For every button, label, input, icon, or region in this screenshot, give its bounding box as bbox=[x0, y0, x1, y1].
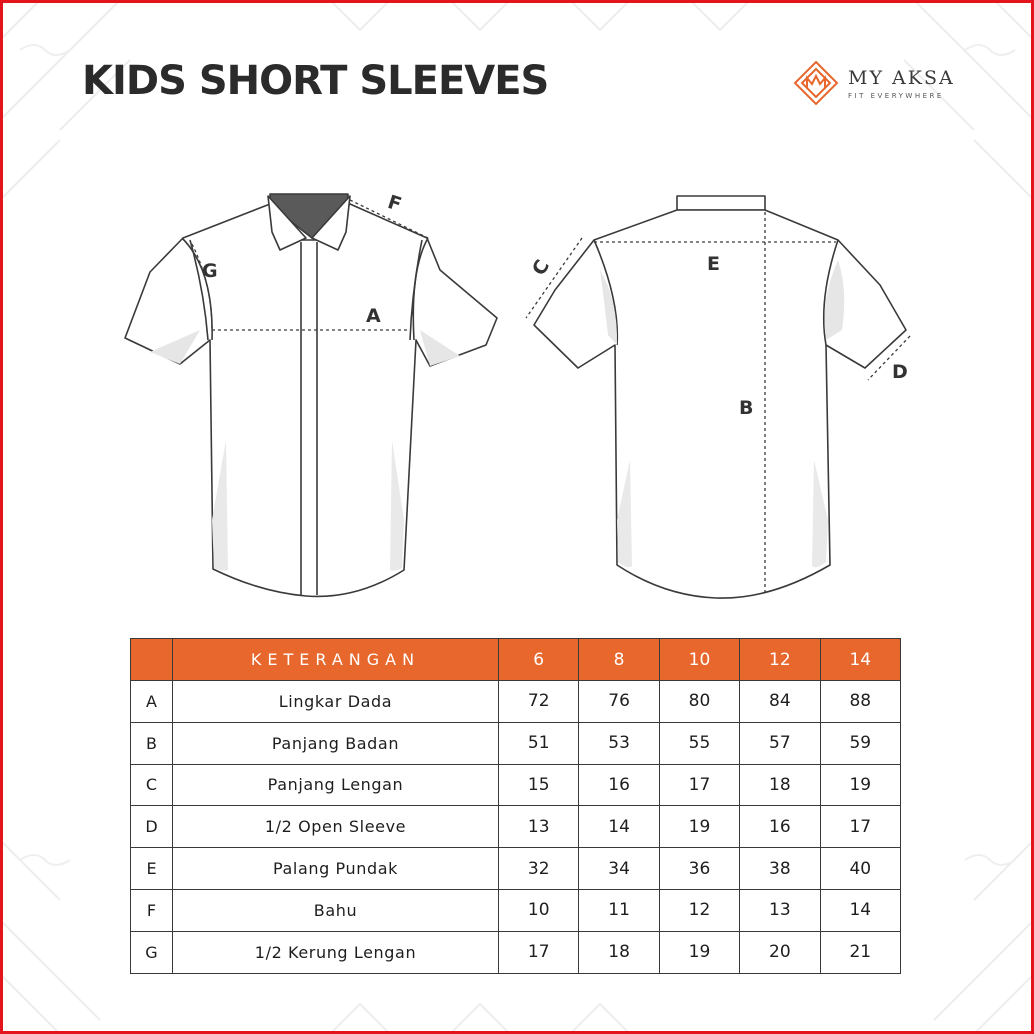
row-code: G bbox=[131, 931, 173, 973]
table-row bbox=[131, 848, 901, 890]
myaksa-diamond-logo-icon bbox=[793, 60, 839, 106]
header-code-cell bbox=[131, 639, 173, 681]
row-value: 17 bbox=[499, 931, 579, 973]
row-value: 76 bbox=[579, 681, 659, 723]
brand-logo bbox=[793, 60, 963, 110]
row-description: Panjang Lengan bbox=[173, 764, 499, 806]
back-label-b: B bbox=[739, 397, 754, 419]
back-label-c: C bbox=[527, 256, 555, 280]
table-row bbox=[131, 722, 901, 764]
row-value: 34 bbox=[579, 848, 659, 890]
row-value: 19 bbox=[659, 931, 739, 973]
row-value: 19 bbox=[659, 806, 739, 848]
front-label-a: A bbox=[366, 305, 381, 327]
table-row bbox=[131, 806, 901, 848]
table-row bbox=[131, 764, 901, 806]
row-value: 15 bbox=[499, 764, 579, 806]
row-code: C bbox=[131, 764, 173, 806]
row-value: 80 bbox=[659, 681, 739, 723]
row-description: Palang Pundak bbox=[173, 848, 499, 890]
front-label-g: G bbox=[202, 260, 218, 282]
header-size: 14 bbox=[820, 639, 900, 681]
row-value: 55 bbox=[659, 722, 739, 764]
row-description: Bahu bbox=[173, 889, 499, 931]
row-value: 14 bbox=[820, 889, 900, 931]
back-label-d: D bbox=[892, 361, 908, 383]
row-description: Lingkar Dada bbox=[173, 681, 499, 723]
row-code: B bbox=[131, 722, 173, 764]
row-value: 32 bbox=[499, 848, 579, 890]
header-size: 12 bbox=[740, 639, 820, 681]
header-size: 6 bbox=[499, 639, 579, 681]
row-value: 13 bbox=[740, 889, 820, 931]
row-value: 57 bbox=[740, 722, 820, 764]
back-label-e: E bbox=[707, 253, 720, 275]
row-value: 59 bbox=[820, 722, 900, 764]
row-value: 19 bbox=[820, 764, 900, 806]
row-value: 36 bbox=[659, 848, 739, 890]
row-value: 53 bbox=[579, 722, 659, 764]
header-size: 8 bbox=[579, 639, 659, 681]
row-value: 84 bbox=[740, 681, 820, 723]
row-value: 38 bbox=[740, 848, 820, 890]
row-value: 21 bbox=[820, 931, 900, 973]
row-description: 1/2 Open Sleeve bbox=[173, 806, 499, 848]
row-value: 16 bbox=[740, 806, 820, 848]
row-description: Panjang Badan bbox=[173, 722, 499, 764]
row-value: 17 bbox=[820, 806, 900, 848]
front-shirt bbox=[125, 194, 497, 596]
size-chart-table bbox=[130, 638, 901, 974]
row-value: 11 bbox=[579, 889, 659, 931]
row-value: 14 bbox=[579, 806, 659, 848]
table-row bbox=[131, 931, 901, 973]
row-value: 88 bbox=[820, 681, 900, 723]
row-code: A bbox=[131, 681, 173, 723]
row-value: 51 bbox=[499, 722, 579, 764]
row-value: 12 bbox=[659, 889, 739, 931]
page-title: KIDS SHORT SLEEVES bbox=[82, 58, 549, 104]
brand-name: MY AKSA bbox=[848, 67, 955, 89]
row-value: 18 bbox=[740, 764, 820, 806]
size-chart-table-wrapper bbox=[130, 638, 900, 974]
header-size: 10 bbox=[659, 639, 739, 681]
front-label-f: F bbox=[384, 191, 405, 217]
table-header-row bbox=[131, 639, 901, 681]
row-value: 20 bbox=[740, 931, 820, 973]
row-code: F bbox=[131, 889, 173, 931]
row-value: 18 bbox=[579, 931, 659, 973]
row-value: 16 bbox=[579, 764, 659, 806]
row-value: 40 bbox=[820, 848, 900, 890]
row-value: 17 bbox=[659, 764, 739, 806]
table-row bbox=[131, 681, 901, 723]
row-code: D bbox=[131, 806, 173, 848]
table-row bbox=[131, 889, 901, 931]
brand-tagline: FIT EVERYWHERE bbox=[848, 92, 944, 100]
row-value: 10 bbox=[499, 889, 579, 931]
row-description: 1/2 Kerung Lengan bbox=[173, 931, 499, 973]
row-code: E bbox=[131, 848, 173, 890]
row-value: 13 bbox=[499, 806, 579, 848]
row-value: 72 bbox=[499, 681, 579, 723]
header-description: KETERANGAN bbox=[173, 639, 499, 681]
